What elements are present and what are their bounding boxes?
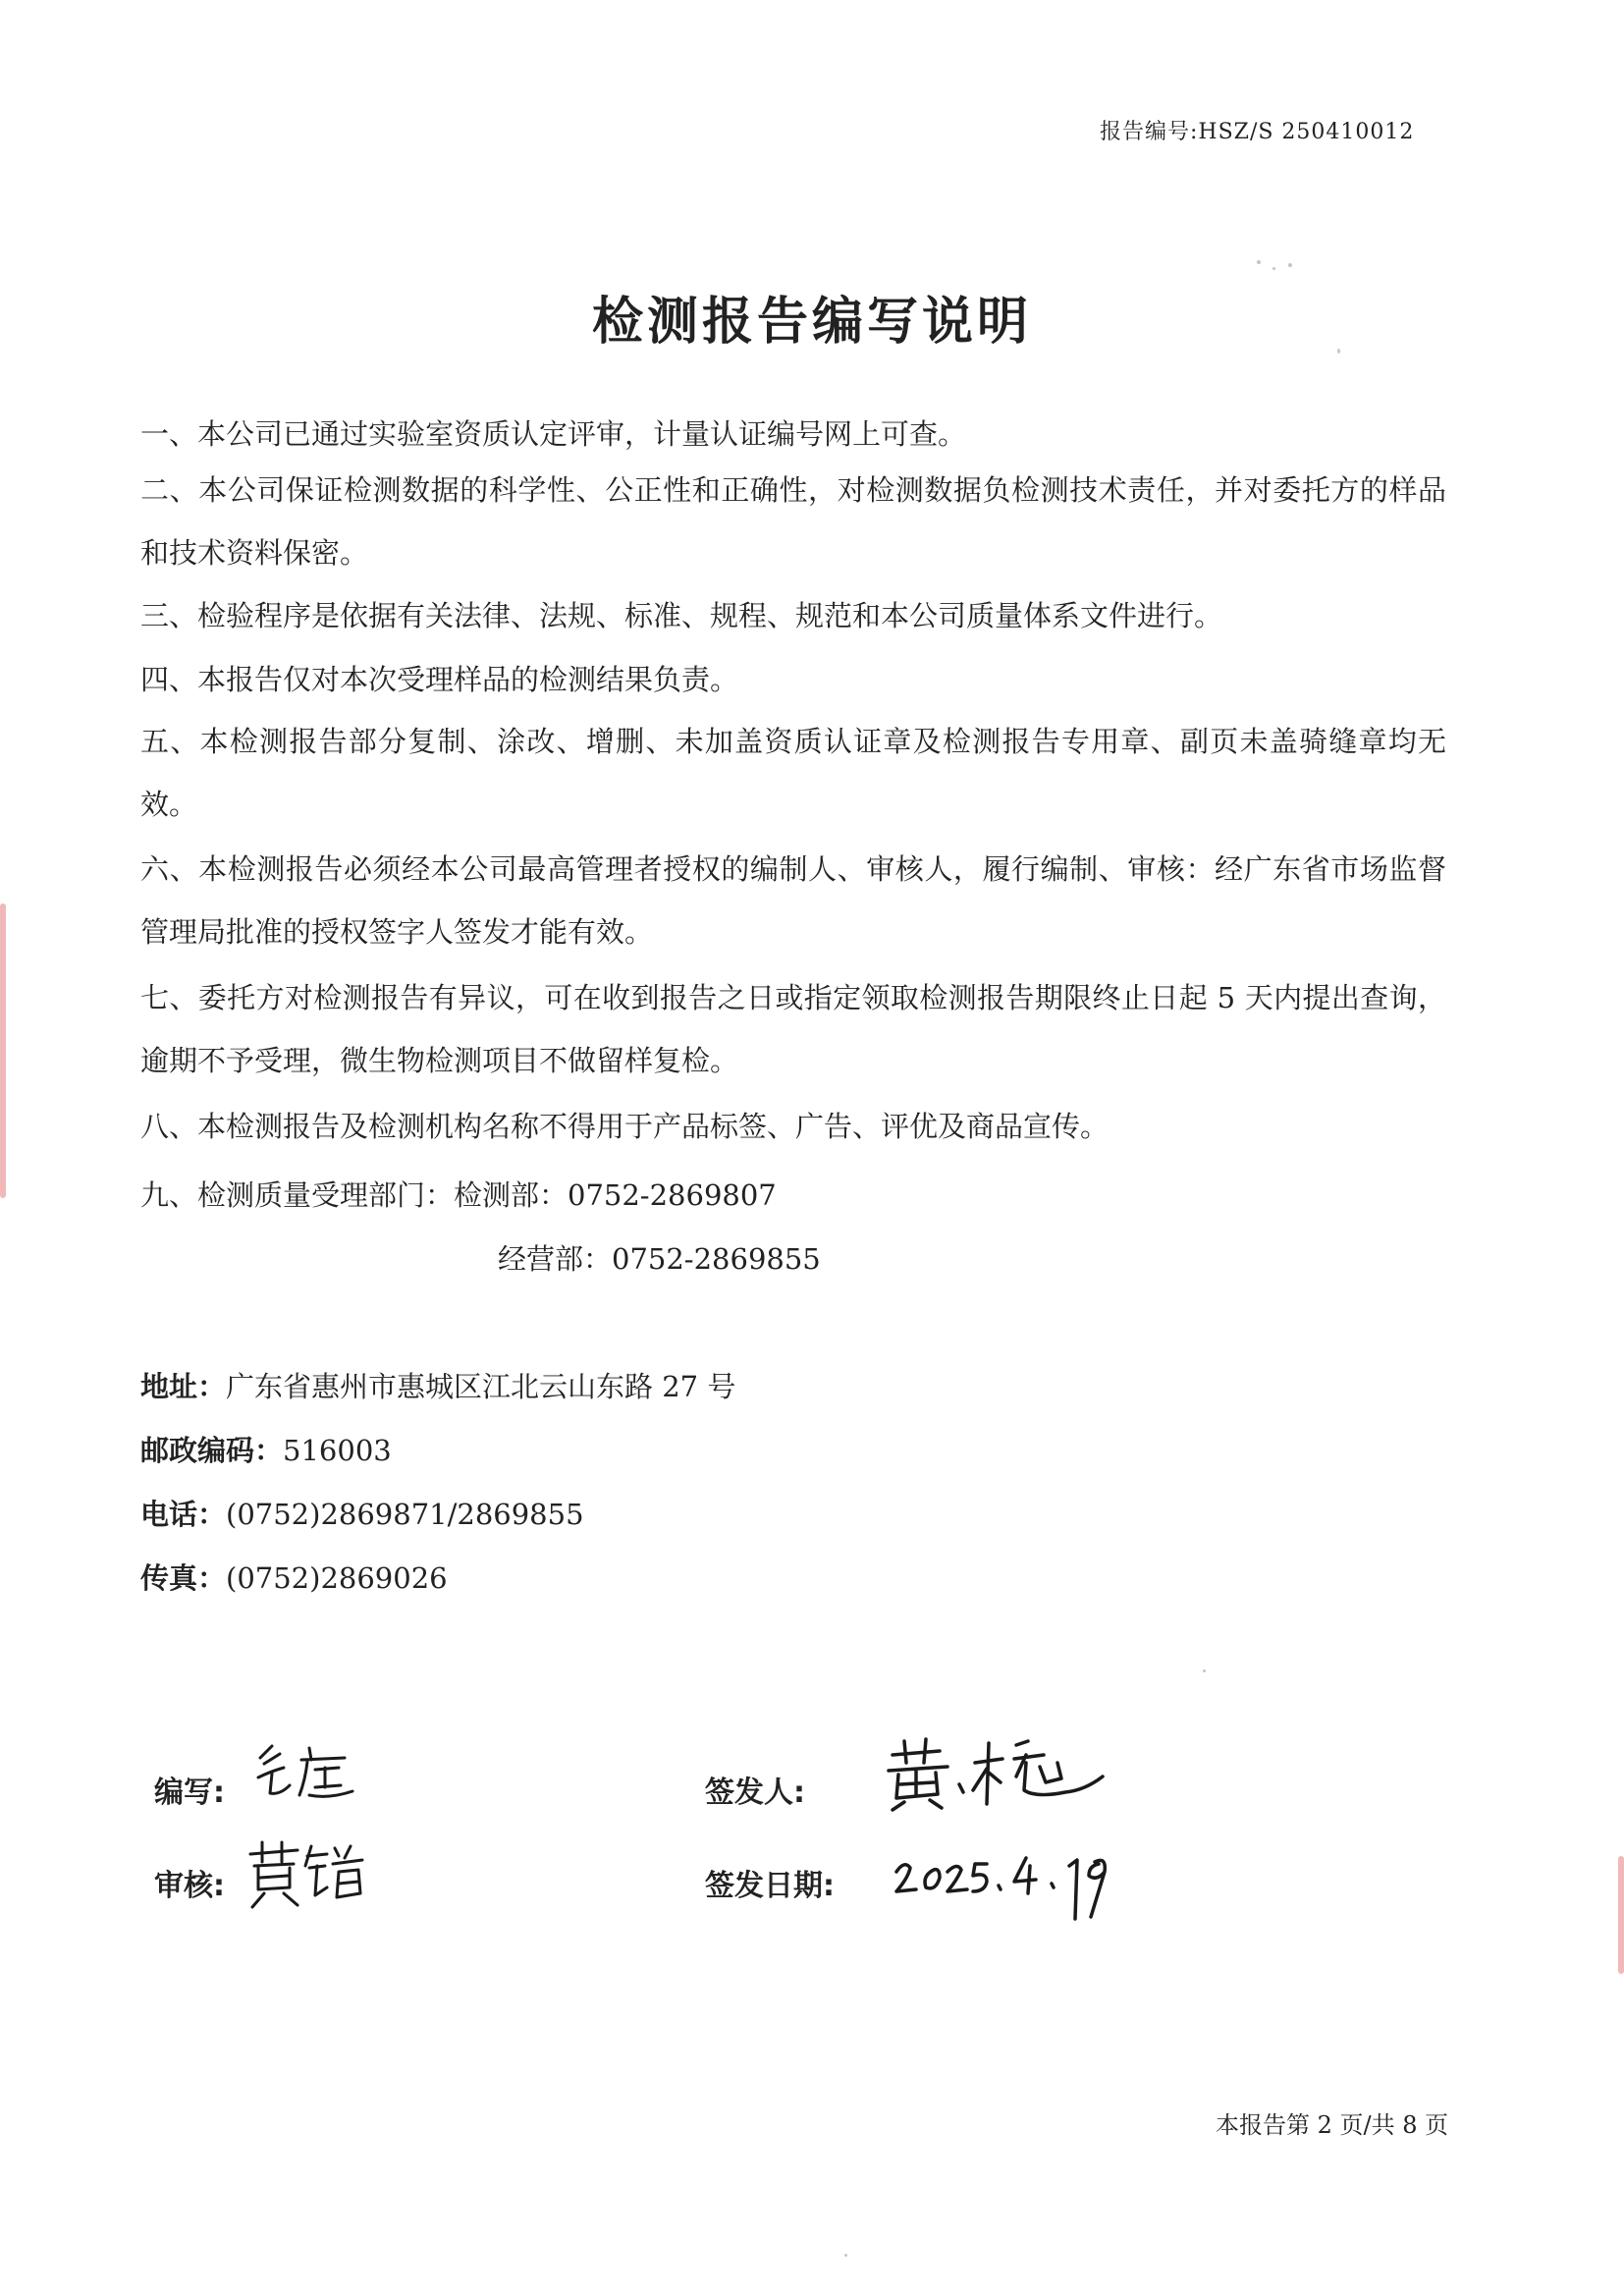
seal-edge-mark [0, 903, 6, 1198]
postcode-value: 516003 [283, 1434, 392, 1467]
fax-value: (0752)2869026 [226, 1561, 448, 1595]
date-signature [889, 1836, 1114, 1925]
address-value: 广东省惠州市惠城区江北云山东路 27 号 [226, 1370, 736, 1403]
clause-2: 二、本公司保证检测数据的科学性、公正性和正确性，对检测数据负检测技术责任，并对委托方的样品和技术资料保密。 [140, 473, 1446, 570]
page-footer: 本报告第 2 页/共 8 页 [1216, 2111, 1449, 2139]
contact-postcode [140, 1429, 392, 1469]
reviewer-signature [241, 1836, 378, 1915]
clause-1: 一、本公司已通过实验室资质认定评审，计量认证编号网上可查。 [140, 417, 967, 451]
seal-edge-mark [1618, 1856, 1624, 1974]
postcode-label: 邮政编码： [140, 1434, 284, 1467]
contact-fax [140, 1557, 448, 1597]
scan-speck [1203, 1669, 1206, 1672]
issuer-signature [879, 1733, 1114, 1812]
scan-speck [1288, 263, 1292, 267]
scan-speck [1337, 349, 1340, 354]
dept-inspection: 九、检测质量受理部门：检测部：0752-2869807 [140, 1178, 777, 1212]
fax-label: 传真： [140, 1561, 227, 1595]
phone-label: 电话： [140, 1498, 227, 1531]
dept-business: 经营部：0752-2869855 [498, 1242, 821, 1276]
address-label: 地址： [140, 1370, 227, 1403]
contact-address [140, 1365, 735, 1405]
phone-value: (0752)2869871/2869855 [226, 1498, 584, 1531]
clause-6: 六、本检测报告必须经本公司最高管理者授权的编制人、审核人，履行编制、审核：经广东省市场监督管理局批准的授权签字人签发才能有效。 [140, 852, 1446, 949]
scan-speck [844, 2254, 847, 2257]
issuer-label: 签发人: [705, 1776, 805, 1810]
clause-3: 三、检验程序是依据有关法律、法规、标准、规程、规范和本公司质量体系文件进行。 [140, 599, 1223, 632]
clause-5: 五、本检测报告部分复制、涂改、增删、未加盖资质认证章及检测报告专用章、副页未盖骑缝章均无效。 [140, 725, 1446, 821]
writer-label: 编写: [154, 1776, 225, 1810]
page-title: 检测报告编写说明 [591, 293, 1032, 352]
contact-phone [140, 1493, 584, 1533]
scan-speck [1272, 267, 1275, 270]
report-number: 报告编号:HSZ/S 250410012 [1100, 120, 1415, 144]
scan-speck [1257, 260, 1261, 264]
clause-8: 八、本检测报告及检测机构名称不得用于产品标签、广告、评优及商品宣传。 [140, 1110, 1110, 1143]
clause-4: 四、本报告仅对本次受理样品的检测结果负责。 [140, 663, 739, 696]
clause-7: 七、委托方对检测报告有异议，可在收到报告之日或指定领取检测报告期限终止日起 5 天内提出查询，逾期不予受理，微生物检测项目不做留样复检。 [140, 981, 1446, 1077]
writer-signature [250, 1738, 368, 1807]
reviewer-label: 审核: [154, 1869, 225, 1903]
date-label: 签发日期: [705, 1869, 835, 1903]
